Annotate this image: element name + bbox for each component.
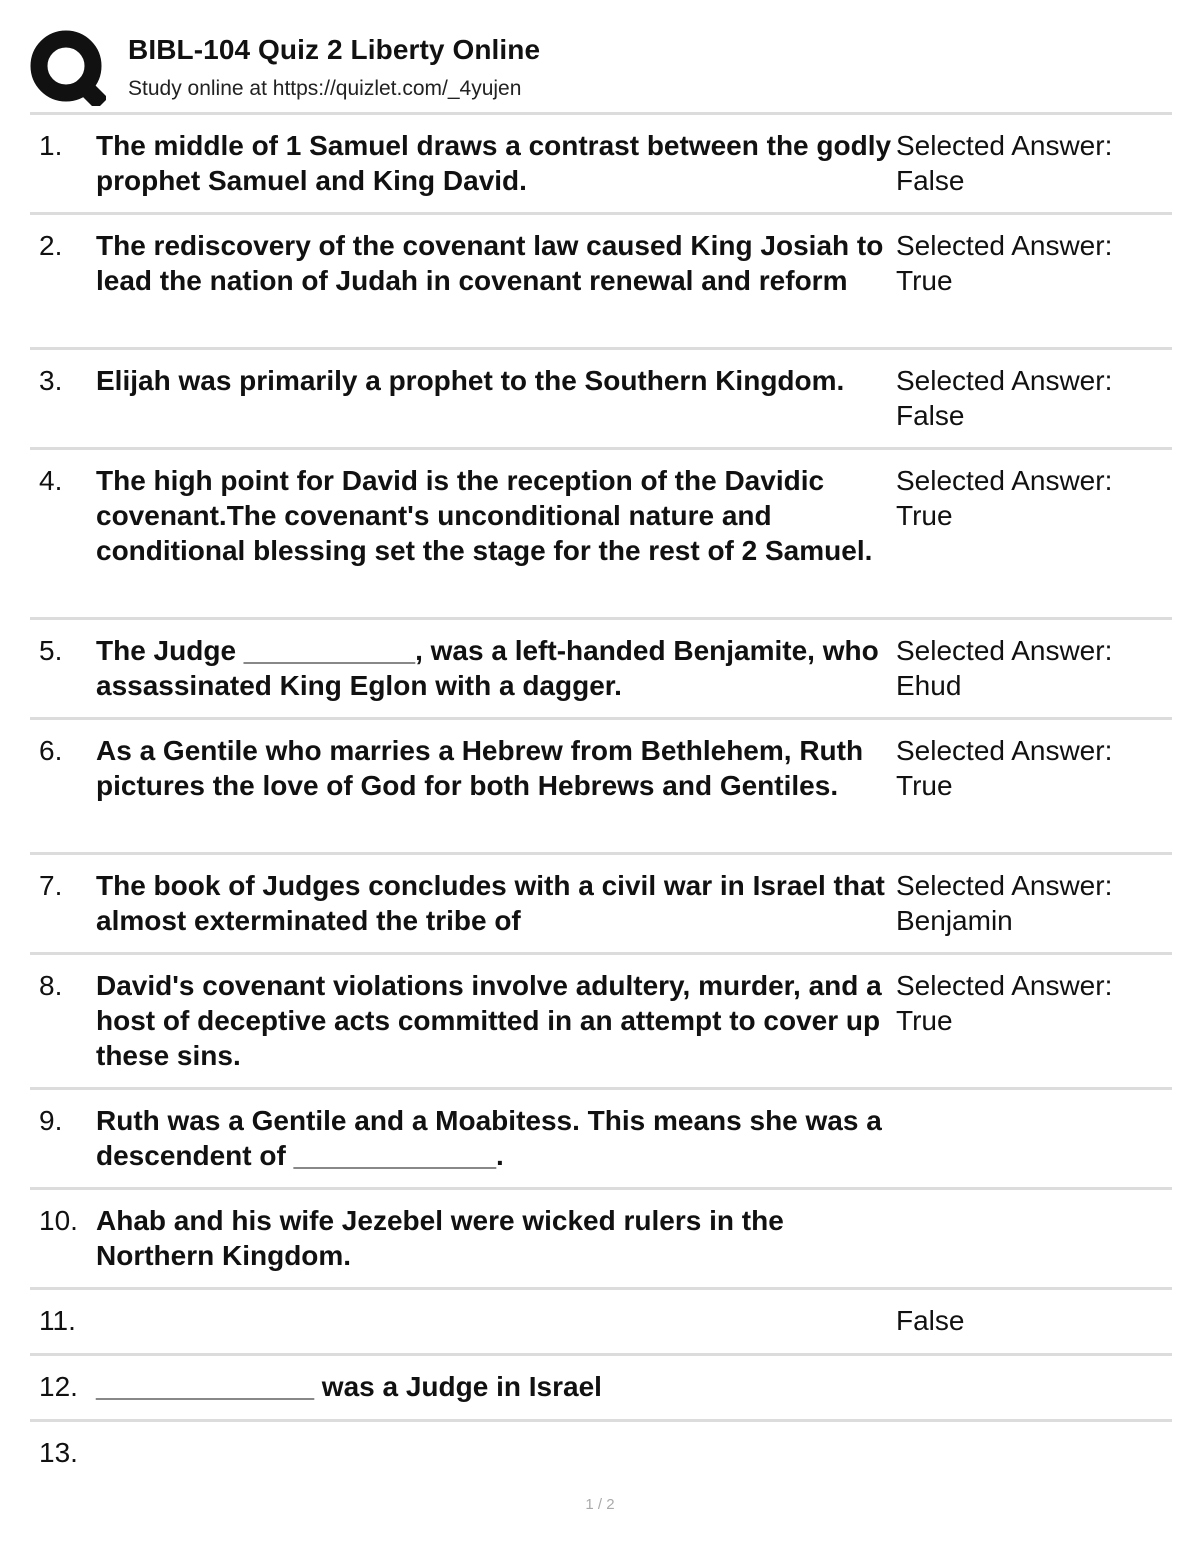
question-number: 12. [39,1371,78,1402]
answer-value: False [896,400,965,431]
question-number: 10. [39,1205,78,1236]
question-number: 6. [39,735,63,766]
question-number: 4. [39,465,63,496]
answer-value: Benjamin [896,905,1013,936]
question-row [30,1353,1172,1419]
question-row [30,1087,1172,1187]
question-text: Ruth was a Gentile and a Moabitess. This means she was a descendent of _____________. [96,1105,882,1171]
question-number: 9. [39,1105,63,1136]
question-row [30,617,1172,717]
question-text: The middle of 1 Samuel draws a contrast between the godly prophet Samuel and King David. [96,130,892,196]
question-number: 13. [39,1437,78,1468]
question-text: David's covenant violations involve adultery, murder, and a host of deceptive acts committed in an attempt to cover up these sins. [96,970,882,1071]
answer-value: True [896,500,953,531]
answer-block [896,363,1166,433]
question-number: 2. [39,230,63,261]
page-header [30,30,1172,110]
answer-label: Selected Answer: [896,970,1113,1001]
question-number: 7. [39,870,63,901]
answer-value: False [896,1305,965,1336]
question-list [30,112,1172,1485]
answer-block [896,633,1166,703]
answer-label: Selected Answer: [896,870,1113,901]
question-text: The book of Judges concludes with a civil war in Israel that almost exterminated the tribe of [96,870,885,936]
page-number: 1 / 2 [585,1496,615,1513]
question-row [30,347,1172,447]
question-text: ______________ was a Judge in Israel [96,1371,602,1402]
answer-value: True [896,1005,953,1036]
answer-value: True [896,265,953,296]
question-number: 5. [39,635,63,666]
question-number: 1. [39,130,63,161]
quizlet-logo-icon [30,30,106,106]
answer-label: Selected Answer: [896,230,1113,261]
answer-block [896,868,1166,938]
question-text: Ahab and his wife Jezebel were wicked rulers in the Northern Kingdom. [96,1205,784,1271]
question-text: As a Gentile who marries a Hebrew from Bethlehem, Ruth pictures the love of God for both Hebrews and Gentiles. [96,735,864,801]
question-row [30,112,1172,212]
answer-block [896,463,1166,533]
question-text: The Judge ___________, was a left-handed Benjamite, who assassinated King Eglon with a dagger. [96,635,879,701]
answer-block [896,968,1166,1038]
answer-block [896,1303,1166,1338]
answer-block [896,228,1166,298]
question-number: 8. [39,970,63,1001]
answer-label: Selected Answer: [896,465,1113,496]
answer-block [896,128,1166,198]
answer-label: Selected Answer: [896,635,1113,666]
question-number: 3. [39,365,63,396]
question-row [30,1419,1172,1485]
question-text: The rediscovery of the covenant law caused King Josiah to lead the nation of Judah in covenant renewal and reform [96,230,884,296]
page-title: BIBL-104 Quiz 2 Liberty Online [128,34,541,65]
answer-value: False [896,165,965,196]
answer-label: Selected Answer: [896,365,1113,396]
question-number: 11. [39,1305,76,1336]
question-row [30,1187,1172,1287]
answer-label: Selected Answer: [896,735,1113,766]
answer-value: Ehud [896,670,962,701]
question-row [30,447,1172,617]
question-text: Elijah was primarily a prophet to the Southern Kingdom. [96,365,845,396]
answer-value: True [896,770,953,801]
page-subtitle: Study online at https://quizlet.com/_4yujen [128,77,522,100]
question-row [30,952,1172,1087]
question-row [30,717,1172,852]
question-row [30,1287,1172,1353]
question-row [30,212,1172,347]
question-row [30,852,1172,952]
answer-label: Selected Answer: [896,130,1113,161]
question-text: The high point for David is the reception of the Davidic covenant.The covenant's unconditional nature and conditional blessing set the stage for the rest of 2 Samuel. [96,465,873,566]
answer-block [896,733,1166,803]
